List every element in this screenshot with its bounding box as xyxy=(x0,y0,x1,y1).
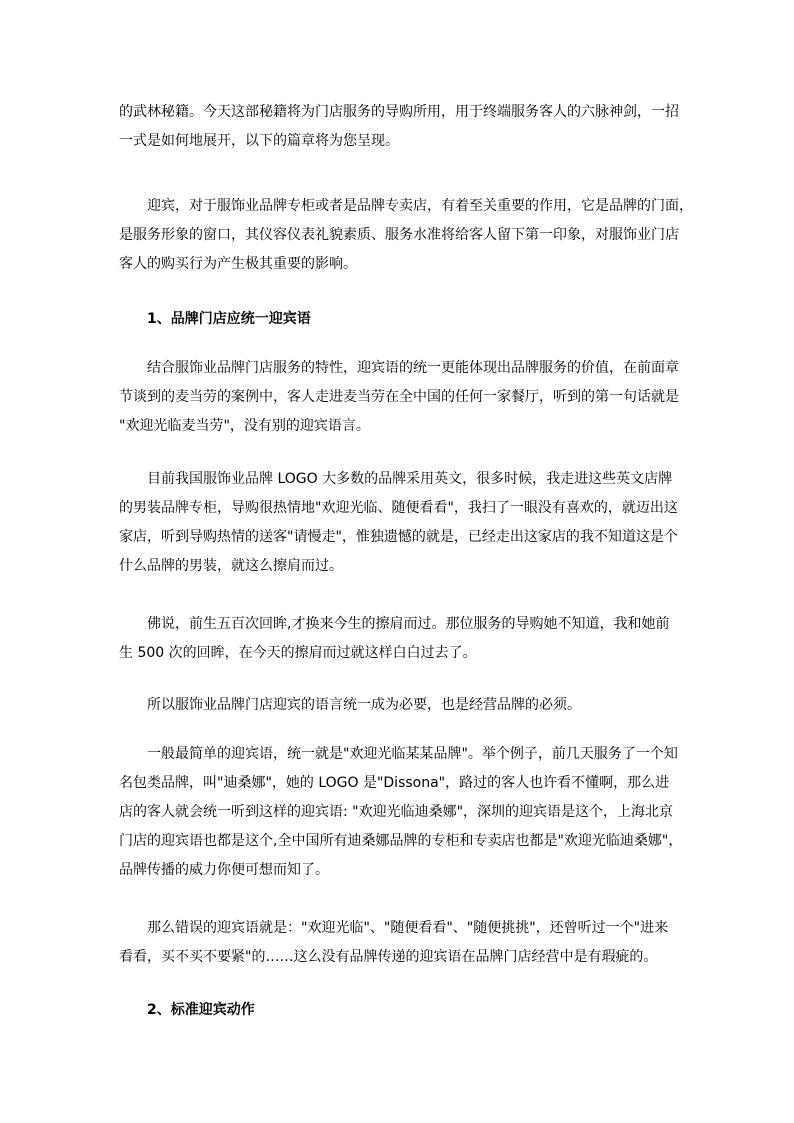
paragraph-necessity xyxy=(119,691,679,720)
text-line: 节谈到的麦当劳的案例中，客人走进麦当劳在全中国的任何一家餐厅，听到的第一句话就是 xyxy=(119,389,679,405)
text-line: 那么错误的迎宾语就是："欢迎光临"、"随便看看"、"随便挑挑"，还曾听过一个"进来 xyxy=(147,920,669,936)
text-line: 客人的购买行为产生极其重要的影响。 xyxy=(119,256,357,272)
text-line: 所以服饰业品牌门店迎宾的语言统一成为必要，也是经营品牌的必须。 xyxy=(147,697,581,713)
section-heading-1: 1、品牌门店应统一迎宾语 xyxy=(147,311,311,327)
paragraph-wrong-greeting xyxy=(119,914,679,972)
text-line: 结合服饰业品牌门店服务的特性，迎宾语的统一更能体现出品牌服务的价值，在前面章 xyxy=(147,360,679,376)
text-line: 一般最简单的迎宾语，统一就是"欢迎光临某某品牌"。举个例子，前几天服务了一个知 xyxy=(147,746,678,762)
text-line: 的武林秘籍。今天这部秘籍将为门店服务的导购所用，用于终端服务客人的六脉神剑，一招 xyxy=(119,104,679,120)
text-line: 名包类品牌，叫"迪桑娜"，她的 LOGO 是"Dissona"，路过的客人也许看不懂啊，那么进 xyxy=(119,775,670,791)
paragraph-intro xyxy=(119,98,679,156)
text-line: 是服务形象的窗口，其仪容仪表礼貌素质、服务水准将给客人留下第一印象，对服饰业门店 xyxy=(119,227,679,243)
paragraph-buddha-saying xyxy=(119,610,679,668)
text-line: 看看，买不买不要紧"的……这么没有品牌传递的迎宾语在品牌门店经营中是有瑕疵的。 xyxy=(119,949,658,965)
paragraph-simple-greeting xyxy=(119,740,683,885)
paragraph-english-logo xyxy=(119,465,679,581)
text-line: 佛说，前生五百次回眸,才换来今生的擦肩而过。那位服务的导购她不知道，我和她前 xyxy=(147,616,670,632)
text-line: 生 500 次的回眸，在今天的擦肩而过就这样白白过去了。 xyxy=(119,645,477,661)
paragraph-unified-greeting xyxy=(119,354,679,441)
text-line: 一式是如何地展开，以下的篇章将为您呈现。 xyxy=(119,133,399,149)
text-line: "欢迎光临麦当劳"，没有别的迎宾语言。 xyxy=(119,418,370,434)
text-line: 家店，听到导购热情的送客"请慢走"，惟独遗憾的就是，已经走出这家店的我不知道这是个 xyxy=(119,529,678,545)
text-line: 目前我国服饰业品牌 LOGO 大多数的品牌采用英文，很多时候，我走进这些英文店牌 xyxy=(147,471,673,487)
text-line: 的男装品牌专柜，导购很热情地"欢迎光临、随便看看"，我扫了一眼没有喜欢的，就迈出这 xyxy=(119,500,678,516)
text-line: 品牌传播的威力你便可想而知了。 xyxy=(119,862,329,878)
text-line: 店的客人就会统一听到这样的迎宾语: "欢迎光临迪桑娜"，深圳的迎宾语是这个，上海北京 xyxy=(119,804,674,820)
text-line: 迎宾，对于服饰业品牌专柜或者是品牌专卖店，有着至关重要的作用，它是品牌的门面， xyxy=(147,198,693,214)
text-line: 什么品牌的男装，就这么擦肩而过。 xyxy=(119,558,343,574)
text-line: 门店的迎宾语也都是这个,全中国所有迪桑娜品牌的专柜和专卖店也都是"欢迎光临迪桑娜"， xyxy=(119,833,683,849)
paragraph-welcome-intro xyxy=(119,192,693,279)
section-heading-2: 2、标准迎宾动作 xyxy=(147,1002,255,1018)
